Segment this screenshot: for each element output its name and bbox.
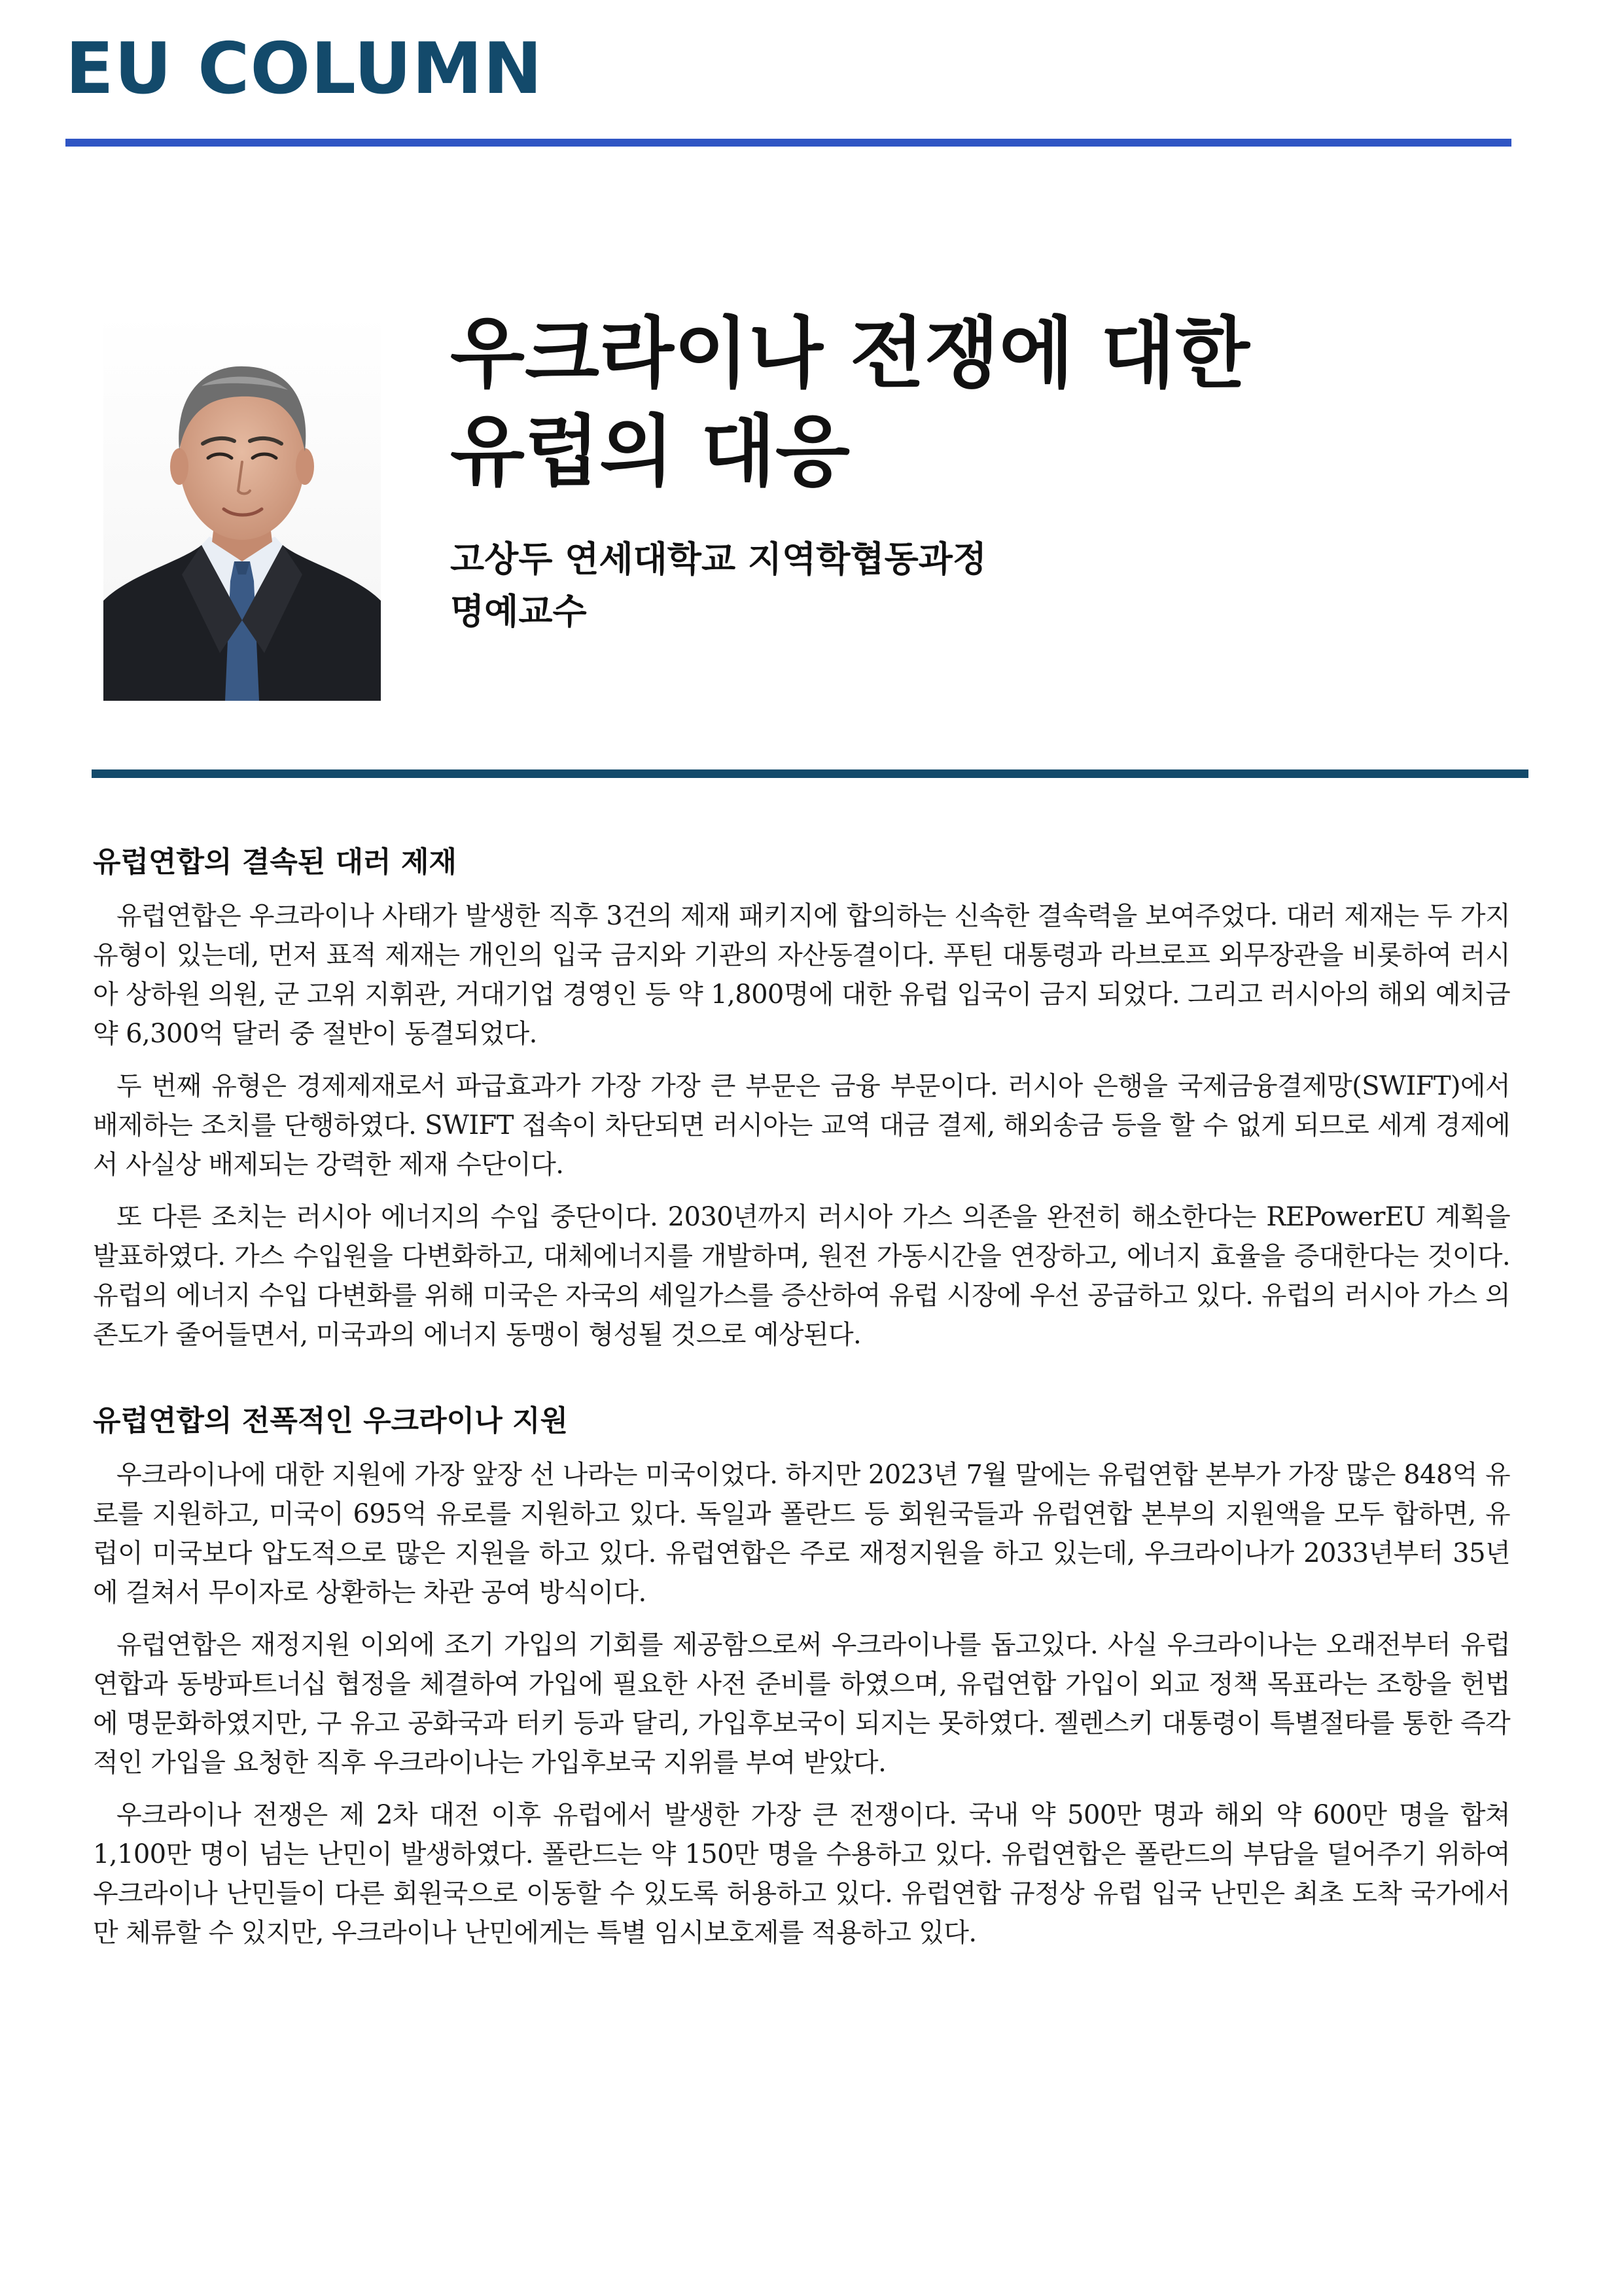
article-title-line: 유럽의 대응	[450, 406, 851, 497]
body-paragraph: 유럽연합은 우크라이나 사태가 발생한 직후 3건의 제재 패키지에 합의하는 신속한 결속력을 보여주었다. 대러 제재는 두 가지 유형이 있는데, 먼저 표적 제재는 개인의 입국 금지와 기관의 자산동결이다. 푸틴 대통령과 라브로프 외무장관을 비롯하여 러시아 상하원 의원, 군 고위 지휘관, 거대기업 경영인 등 약 1,800명에 대한 유럽 입국이 금지 되었다. 그리고 러시아의 해외 예치금 약 6,300억 달러 중 절반이 동결되었다.	[93, 901, 1510, 1049]
article-title-line: 우크라이나 전쟁에 대한	[450, 308, 1250, 398]
article-title	[450, 304, 1250, 501]
author-position: 명예교수	[450, 591, 587, 632]
body-paragraph: 우크라이나에 대한 지원에 가장 앞장 선 나라는 미국이었다. 하지만 2023년 7월 말에는 유럽연합 본부가 가장 많은 848억 유로를 지원하고, 미국이 695억 유로를 지원하고 있다. 독일과 폴란드 등 회원국들과 유럽연합 본부의 지원액을 모두 합하면, 유럽이 미국보다 압도적으로 많은 지원을 하고 있다. 유럽연합은 주로 재정지원을 하고 있는데, 우크라이나가 2033년부터 35년에 걸쳐서 무이자로 상환하는 차관 공여 방식이다.	[93, 1460, 1510, 1608]
body-paragraph: 유럽연합은 재정지원 이외에 조기 가입의 기회를 제공함으로써 우크라이나를 돕고있다. 사실 우크라이나는 오래전부터 유럽연합과 동방파트너십 협정을 체결하여 가입에 필요한 사전 준비를 하였으며, 유럽연합 가입이 외교 정책 목표라는 조항을 헌법에 명문화하였지만, 구 유고 공화국과 터키 등과 달리, 가입후보국이 되지는 못하였다. 젤렌스키 대통령이 특별절타를 통한 즉각적인 가입을 요청한 직후 우크라이나는 가입후보국 지위를 부여 받았다.	[93, 1630, 1510, 1778]
body-paragraph: 또 다른 조치는 러시아 에너지의 수입 중단이다. 2030년까지 러시아 가스 의존을 완전히 해소한다는 REPowerEU 계획을 발표하였다. 가스 수입원을 다변화하고, 대체에너지를 개발하며, 원전 가동시간을 연장하고, 에너지 효율을 증대한다는 것이다. 유럽의 에너지 수입 다변화를 위해 미국은 자국의 셰일가스를 증산하여 유럽 시장에 우선 공급하고 있다. 유럽의 러시아 가스 의존도가 줄어들면서, 미국과의 에너지 동맹이 형성될 것으로 예상된다.	[93, 1202, 1510, 1350]
section-divider	[92, 769, 1528, 778]
body-paragraph: 우크라이나 전쟁은 제 2차 대전 이후 유럽에서 발생한 가장 큰 전쟁이다. 국내 약 500만 명과 해외 약 600만 명을 합쳐 1,100만 명이 넘는 난민이 발생하였다. 폴란드는 약 150만 명을 수용하고 있다. 유럽연합은 폴란드의 부담을 덜어주기 위하여 우크라이나 난민들이 다른 회원국으로 이동할 수 있도록 허용하고 있다. 유럽연합 규정상 유럽 입국 난민은 최초 도착 국가에서만 체류할 수 있지만, 우크라이나 난민에게는 특별 임시보호제를 적용하고 있다.	[93, 1800, 1510, 1948]
header-divider	[65, 139, 1511, 147]
column-label: EU COLUMN	[65, 28, 543, 110]
body-paragraph: 두 번째 유형은 경제제재로서 파급효과가 가장 가장 큰 부문은 금융 부문이다. 러시아 은행을 국제금융결제망(SWIFT)에서 배제하는 조치를 단행하였다. SWIFT 접속이 차단되면 러시아는 교역 대금 결제, 해외송금 등을 할 수 없게 되므로 세계 경제에서 사실상 배제되는 강력한 제재 수단이다.	[93, 1071, 1510, 1180]
article-body	[93, 843, 1510, 1966]
section-heading: 유럽연합의 전폭적인 우크라이나 지원	[93, 1404, 569, 1438]
section-heading: 유럽연합의 결속된 대러 제재	[93, 845, 457, 879]
author-photo	[103, 313, 381, 701]
author-affiliation: 고상두 연세대학교 지역학협동과정	[450, 539, 987, 580]
author-byline	[450, 533, 987, 638]
